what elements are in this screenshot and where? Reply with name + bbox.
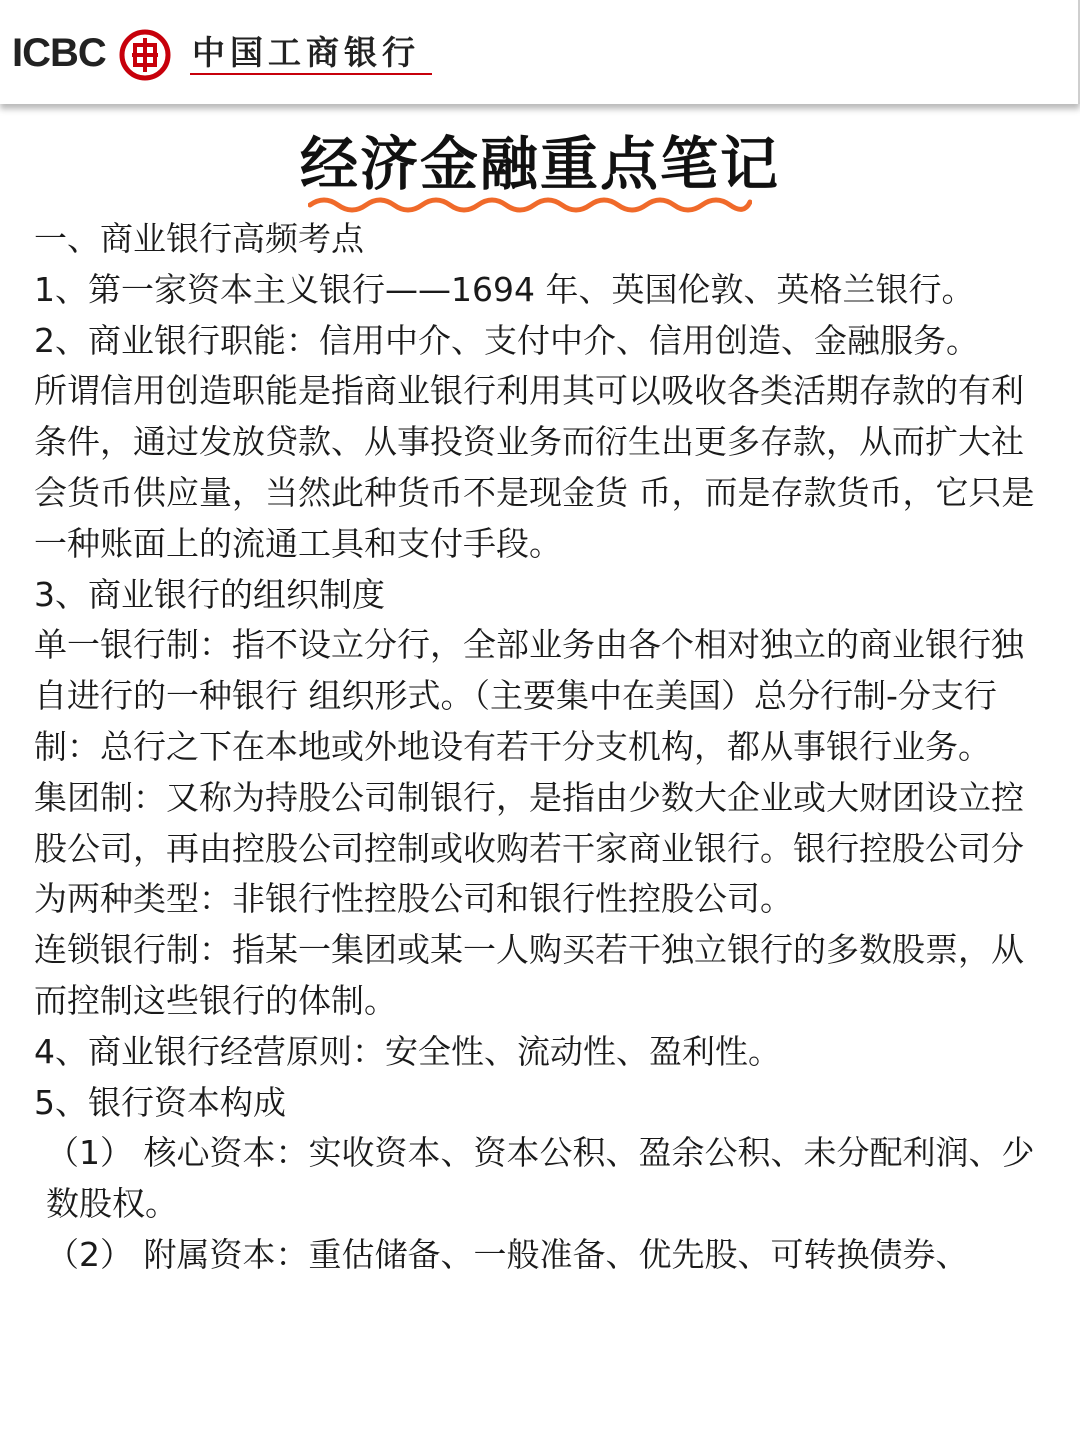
header-bar bbox=[0, 0, 1080, 104]
paragraph-core-capital: （1） 核心资本：实收资本、资本公积、盈余公积、未分配利润、少数股权。 bbox=[46, 1133, 1035, 1224]
paragraph-bank-functions: 2、商业银行职能：信用中介、支付中介、信用创造、金融服务。 bbox=[34, 320, 979, 360]
paragraph-org-system-heading: 3、商业银行的组织制度 bbox=[34, 574, 385, 614]
paragraph-unit-banking: 单一银行制：指不设立分行，全部业务由各个相对独立的商业银行独自进行的一种银行 组织形式。（主要集中在美国）总分行制-分支行制：总行之下在本地或外地设有若干分支机构，都从事银行业务。 bbox=[34, 625, 1024, 766]
bank-name-cn: 中国工商银行 bbox=[192, 33, 420, 72]
title-wave-underline bbox=[308, 194, 752, 216]
paragraph-group-banking: 集团制：又称为持股公司制银行，是指由少数大企业或大财团设立控股公司，再由控股公司控制或收购若干家商业银行。银行控股公司分为两种类型：非银行性控股公司和银行性控股公司。 bbox=[34, 777, 1024, 919]
section-heading: 一、商业银行高频考点 bbox=[34, 219, 364, 258]
paragraph-chain-banking: 连锁银行制：指某一集团或某一人购买若干独立银行的多数股票，从而控制这些银行的体制。 bbox=[34, 930, 1024, 1020]
paragraph-capital-structure-heading: 5、银行资本构成 bbox=[34, 1082, 286, 1122]
title-wrap bbox=[0, 128, 1080, 200]
paragraph-supplementary-capital: （2） 附属资本：重估储备、一般准备、优先股、可转换债券、 bbox=[46, 1234, 969, 1274]
icbc-logo-text: ICBC bbox=[12, 31, 106, 75]
bank-name-underline bbox=[190, 73, 432, 75]
icbc-seal-icon bbox=[118, 28, 172, 82]
paragraph-credit-creation: 所谓信用创造职能是指商业银行利用其可以吸收各类活期存款的有利条件，通过发放贷款、从事投资业务而衍生出更多存款，从而扩大社会货币供应量，当然此种货币不是现金货 币，而是存款货币，它只是一种账面上的流通工具和支付手段。 bbox=[34, 371, 1035, 563]
paragraph-operating-principles: 4、商业银行经营原则：安全性、流动性、盈利性。 bbox=[34, 1031, 781, 1071]
page-title: 经济金融重点笔记 bbox=[299, 130, 780, 198]
paragraph-first-bank: 1、第一家资本主义银行——1694 年、英国伦敦、英格兰银行。 bbox=[34, 269, 975, 309]
note-body bbox=[34, 214, 1054, 1281]
